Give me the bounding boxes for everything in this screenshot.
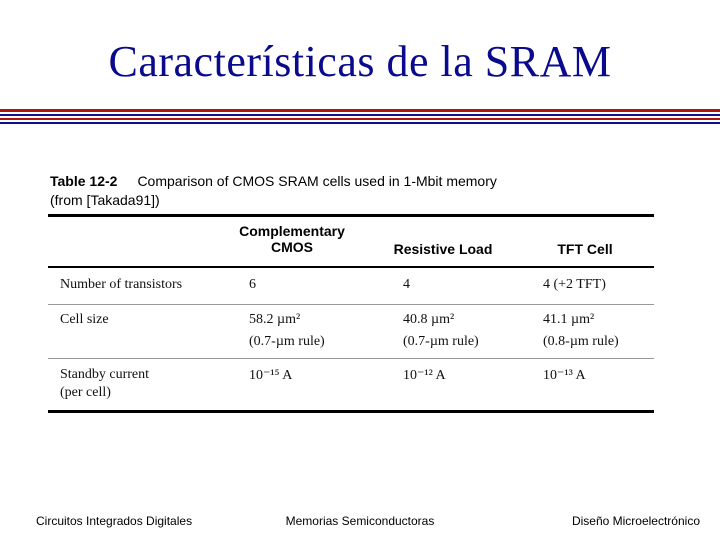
row-divider (48, 358, 654, 359)
cell-value: 41.1 µm² (543, 312, 595, 327)
table-header-rule (48, 266, 654, 268)
header-line: CMOS (271, 239, 313, 255)
row-divider (48, 304, 654, 305)
cell-value: 58.2 µm² (249, 312, 301, 327)
footer-topic: Memorias Semiconductoras (285, 514, 435, 528)
header-complementary-cmos (228, 223, 356, 255)
table-caption-text: Comparison of CMOS SRAM cells used in 1-Mbit memory (137, 173, 497, 189)
cell-note: (0.7-µm rule) (403, 334, 479, 349)
row-label: Number of transistors (60, 277, 183, 292)
cell-cmos: 10⁻¹⁵ A (249, 368, 293, 383)
divider-blue-line (0, 114, 720, 116)
footer-subject: Diseño Microelectrónico (571, 514, 700, 528)
cell-value: 40.8 µm² (403, 312, 455, 327)
divider-blue-line (0, 122, 720, 124)
table-caption (50, 172, 497, 210)
cell-tft: 10⁻¹³ A (543, 368, 586, 383)
footer-course: Circuitos Integrados Digitales (36, 514, 193, 528)
header-tft-cell: TFT Cell (557, 241, 613, 257)
cell-tft (543, 310, 619, 352)
table-bottom-rule (48, 410, 654, 413)
cell-tft: 4 (+2 TFT) (543, 277, 606, 292)
table-caption-source: (from [Takada91]) (50, 192, 160, 208)
cell-note: (0.8-µm rule) (543, 334, 619, 349)
slide-title: Características de la SRAM (108, 37, 612, 86)
divider-red-line (0, 109, 720, 112)
divider-red-line (0, 118, 720, 120)
cell-resistive: 4 (403, 277, 410, 292)
cell-cmos (249, 310, 325, 352)
row-label-line: (per cell) (60, 385, 111, 400)
cell-note: (0.7-µm rule) (249, 334, 325, 349)
row-label: Cell size (60, 312, 109, 327)
cell-cmos: 6 (249, 277, 256, 292)
table-top-rule (48, 214, 654, 217)
header-line: Complementary (239, 223, 345, 239)
cell-resistive (403, 310, 479, 352)
cell-resistive: 10⁻¹² A (403, 368, 446, 383)
row-label (60, 366, 149, 402)
header-resistive-load: Resistive Load (393, 241, 493, 257)
table-number: Table 12-2 (50, 173, 118, 189)
row-label-line: Standby current (60, 367, 150, 382)
